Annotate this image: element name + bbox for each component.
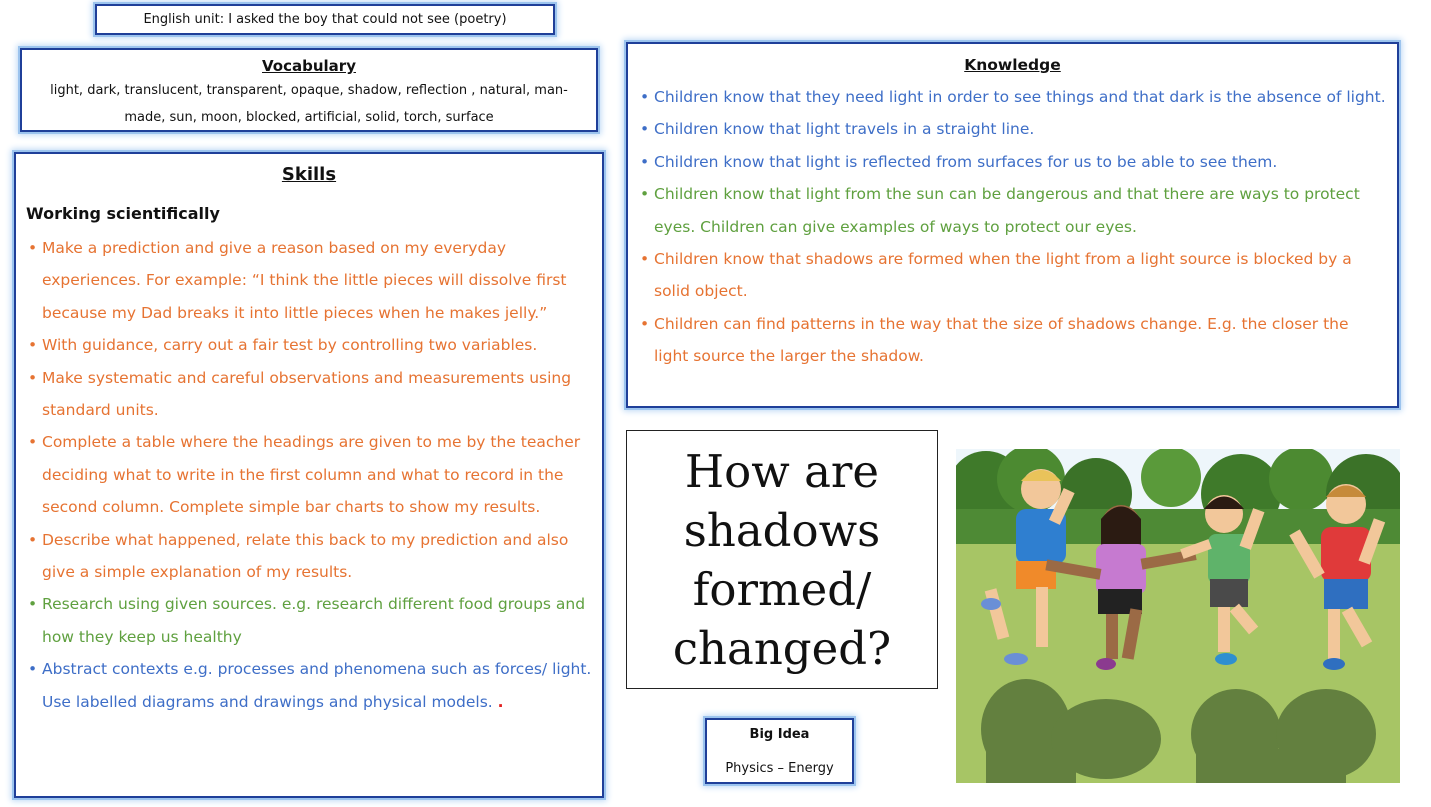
knowledge-item-text: Children know that shadows are formed when the light from a light source is blocked by a solid object. <box>654 250 1352 301</box>
big-question-box <box>626 430 938 689</box>
knowledge-item <box>638 243 1387 308</box>
big-question-line: How are <box>684 444 880 498</box>
knowledge-list <box>638 81 1387 373</box>
skills-item-text: Abstract contexts e.g. processes and phenomena such as forces/ light. Use labelled diagrams and drawings and physical models. <box>42 660 592 711</box>
knowledge-item <box>638 178 1387 243</box>
knowledge-item <box>638 81 1387 113</box>
skills-item <box>26 524 592 589</box>
skills-item-text: Describe what happened, relate this back to my prediction and also give a simple explanation of my results. <box>42 530 569 582</box>
english-unit-box <box>95 4 555 35</box>
big-question-line: formed/ <box>692 562 872 616</box>
skills-box <box>14 152 604 798</box>
skills-item <box>26 362 592 427</box>
knowledge-item <box>638 113 1387 145</box>
big-idea-text: Physics – Energy <box>725 761 834 776</box>
knowledge-item-text: Children know that light is reflected from surfaces for us to be able to see them. <box>654 152 1278 171</box>
skills-item <box>26 232 592 329</box>
knowledge-item-text: Children know that light travels in a straight line. <box>654 120 1035 139</box>
skills-item <box>26 426 592 523</box>
trailing-red-dot: . <box>497 692 504 711</box>
skills-subheading: Working scientifically <box>26 204 220 223</box>
skills-heading: Skills <box>281 164 337 185</box>
knowledge-box <box>626 42 1399 408</box>
skills-item <box>26 588 592 653</box>
skills-item <box>26 653 592 718</box>
skills-item-text: Make a prediction and give a reason based on my everyday experiences. For example: “I think the little pieces will dissolve first because my Dad breaks it into little pieces when he makes jelly.” <box>42 239 567 322</box>
skills-item-text: With guidance, carry out a fair test by controlling two variables. <box>42 336 538 355</box>
skills-list <box>26 232 592 718</box>
knowledge-item-text: Children know that they need light in order to see things and that dark is the absence of light. <box>654 88 1386 106</box>
skills-item-text: Complete a table where the headings are given to me by the teacher deciding what to write in the first column and what to record in the second column. Complete simple bar charts to show my results. <box>42 433 581 517</box>
knowledge-item <box>638 146 1387 178</box>
children-playing-illustration <box>956 449 1400 783</box>
english-unit-text: English unit: I asked the boy that could not see (poetry) <box>143 12 507 27</box>
skills-item-text: Make systematic and careful observations and measurements using standard units. <box>42 368 572 420</box>
big-question-line: changed? <box>672 621 892 675</box>
knowledge-heading: Knowledge <box>964 56 1061 74</box>
vocabulary-text: light, dark, translucent, transparent, opaque, shadow, reflection , natural, man-made, sun, moon, blocked, artificial, solid, torch, surface <box>50 83 568 125</box>
knowledge-item-text: Children know that light from the sun can be dangerous and that there are ways to protect eyes. Children can give examples of ways to protect our eyes. <box>654 185 1360 236</box>
big-idea-box <box>705 718 854 784</box>
skills-item <box>26 329 592 361</box>
big-idea-heading: Big Idea <box>749 727 810 742</box>
big-question <box>673 442 891 678</box>
knowledge-item <box>638 308 1387 373</box>
skills-item-text: Research using given sources. e.g. research different food groups and how they keep us healthy <box>42 595 586 646</box>
vocabulary-heading: Vocabulary <box>262 57 356 75</box>
vocabulary-box <box>20 48 598 132</box>
big-question-line: shadows <box>683 503 881 557</box>
knowledge-item-text: Children can find patterns in the way that the size of shadows change. E.g. the closer the light source the larger the shadow. <box>654 314 1349 366</box>
